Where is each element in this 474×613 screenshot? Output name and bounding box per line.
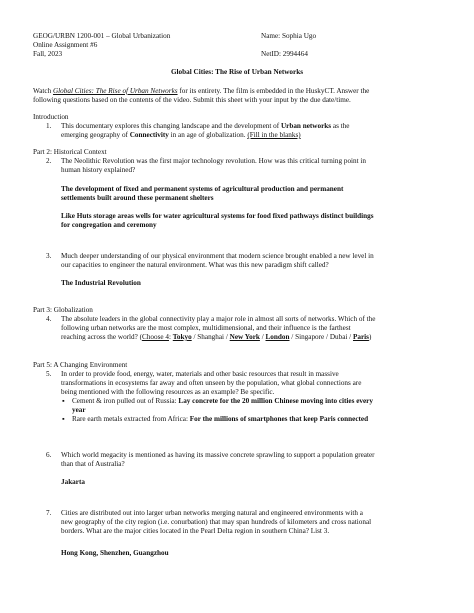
city-sep-3: / Singapore / Dubai / — [289, 333, 353, 341]
city-london: London — [265, 333, 290, 341]
q1-fill-note: (Fill in the blanks) — [247, 131, 301, 139]
q4-line-1: The absolute leaders in the global connectivity play a major role in almost all sorts of networks. Which of the — [61, 315, 376, 323]
q1-text-e: in an age of globalization. — [170, 131, 246, 139]
part2-heading: Part 2: Historical Context — [33, 148, 107, 156]
a2b-line-2: for congregation and ceremony — [61, 221, 157, 229]
resource-1-line-2: year — [72, 406, 86, 414]
resource-2-line — [72, 415, 368, 424]
term: Fall, 2023 — [33, 50, 63, 58]
part3-heading: Part 3: Globalization — [33, 306, 93, 314]
q1-answer-urban-networks: Urban networks — [280, 122, 332, 130]
part5-heading: Part 5: A Changing Environment — [33, 361, 128, 369]
bullet-icon: ▪ — [62, 415, 65, 423]
q5-number: 5. — [46, 370, 52, 378]
a2-line-2: settlements built around these permanent shelters — [61, 194, 214, 202]
watch-text: Watch — [33, 87, 52, 95]
city-tokyo: Tokyo — [172, 333, 192, 341]
a6-answer: Jakarta — [61, 478, 85, 486]
q4-line-2: following urban networks are the most complex, multidimensional, and their influence is the farthest — [61, 324, 351, 332]
q4-line-3 — [61, 333, 371, 342]
q5-line-2: transformations in ecosystems far away and often unseen by the population, what global connections are — [61, 379, 362, 387]
q7-number: 7. — [46, 509, 52, 517]
q1-text-a: This documentary explores this changing landscape and the development of — [61, 122, 280, 130]
q1-line-1 — [61, 122, 349, 131]
intro-heading: Introduction — [33, 113, 69, 121]
q6-line-2: than that of Australia? — [61, 460, 125, 468]
q5-line-3: being mentioned with the following resources as an example? Be specific. — [61, 388, 275, 396]
q4-text: reaching across the world? ( — [61, 333, 143, 341]
q2-line-1: The Neolithic Revolution was the first major technology revolution. How was this critical turning point in — [61, 157, 367, 165]
resource-2-answer: For the millions of smartphones that keep Paris connected — [189, 415, 369, 423]
city-paris: Paris — [352, 333, 369, 341]
resource-1-label: Cement & iron pulled out of Russia: — [72, 397, 177, 405]
a3-answer: The Industrial Revolution — [61, 279, 141, 287]
q2-number: 2. — [46, 157, 52, 165]
city-sep-1: / Shanghai / — [191, 333, 230, 341]
q5-line-1: In order to provide food, energy, water, materials and other basic resources that result in massive — [61, 370, 339, 378]
q6-number: 6. — [46, 451, 52, 459]
q6-line-1: Which world megacity is mentioned as having its massive concrete sprawling to support a population greater — [61, 451, 375, 459]
bullet-icon: ▪ — [62, 397, 65, 405]
a2-line-1: The development of fixed and permanent systems of agricultural production and permanent — [61, 185, 344, 193]
instructions-rest: for its entirety. The film is embedded in the HuskyCT. Answer the — [179, 87, 370, 95]
q1-answer-connectivity: Connectivity — [129, 131, 169, 139]
student-name: Name: Sophia Ugo — [261, 32, 317, 40]
page-title: Global Cities: The Rise of Urban Networks — [170, 68, 304, 76]
q3-number: 3. — [46, 252, 52, 260]
city-sep-2: / — [259, 333, 266, 341]
q1-text-d: emerging geography of — [61, 131, 128, 139]
q1-text-c: as the — [332, 122, 350, 130]
q7-line-1: Cities are distributed out into larger urban networks merging natural and engineered environments with a — [61, 509, 363, 517]
resource-1-answer: Lay concrete for the 20 million Chinese moving into cities every — [178, 397, 373, 405]
q1-number: 1. — [46, 122, 52, 130]
film-title-link[interactable]: Global Cities: The Rise of Urban Networks — [52, 87, 178, 95]
resource-1-line-1 — [72, 397, 373, 406]
q1-line-2 — [61, 131, 301, 140]
q4-choose-4: Choose 4 — [142, 333, 169, 341]
instructions-line-1 — [33, 87, 369, 96]
course-title: GEOG/URBN 1200-001 – Global Urbanization — [33, 32, 171, 40]
q4-close-paren: ) — [368, 333, 372, 341]
a2b-line-1: Like Huts storage areas wells for water agricultural systems for food fixed pathways distinct buildings — [61, 212, 374, 220]
assignment-number: Online Assignment #6 — [33, 41, 98, 49]
q3-line-2: our capacities to engineer the natural environment. What was this new paradigm shift called? — [61, 261, 329, 269]
a7-answer: Hong Kong, Shenzhen, Guangzhou — [61, 549, 169, 557]
q2-line-2: human history explained? — [61, 166, 136, 174]
city-new-york: New York — [229, 333, 260, 341]
resource-2-label: Rare earth metals extracted from Africa: — [72, 415, 188, 423]
student-netid: NetID: 2994464 — [261, 50, 308, 58]
q4-number: 4. — [46, 315, 52, 323]
q7-line-3: borders. What are the major cities located in the Pearl Delta region in southern China? List 3. — [61, 527, 330, 535]
q4-colon: : — [168, 333, 173, 341]
q7-line-2: new geography of the city region (i.e. conurbation) that may span hundreds of kilometers and cross national — [61, 518, 372, 526]
q3-line-1: Much deeper understanding of our physical environment that modern science brought enabled a new level in — [61, 252, 374, 260]
instructions-line-2: following questions based on the contents of the video. Submit this sheet with your input by the due date/time. — [33, 96, 351, 104]
